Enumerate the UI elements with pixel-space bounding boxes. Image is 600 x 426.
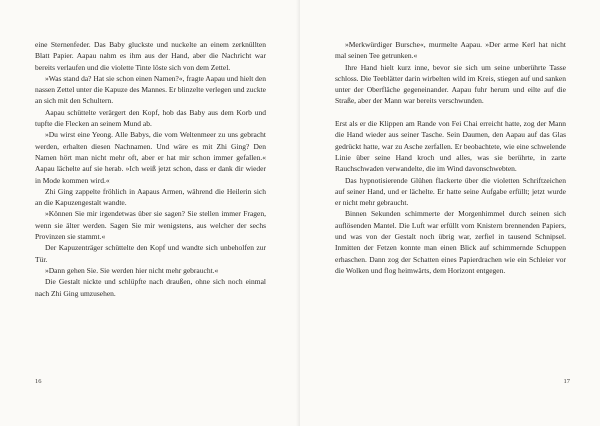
paragraph: Das hypnotisierende Glühen flackerte über die violetten Schriftzeichen auf seiner Hand, und er lächelte. Er hatte seine Aufgabe erfüllt; jetzt wurde er nicht mehr gebraucht.: [335, 175, 566, 208]
page-number: 16: [35, 378, 42, 385]
paragraph: Der Kapuzenträger schüttelte den Kopf und wandte sich unbeholfen zur Tür.: [35, 243, 266, 264]
paragraph: »Dann gehen Sie. Sie werden hier nicht mehr gebraucht.«: [45, 265, 219, 275]
page-number: 17: [563, 378, 570, 385]
left-page-text: [35, 39, 266, 299]
paragraph: Ihre Hand hielt kurz inne, bevor sie sich um seine unberührte Tasse schloss. Die Teeblätter darin wirbelten wild im Kreis, stiegen auf und sanken unter der Oberfläche gegeneinander. Aapau fuhr herum und eilte auf die Straße, aber der Mann war bereits verschwunden.: [335, 62, 566, 106]
paragraph: Zhi Ging zappelte fröhlich in Aapaus Armen, während die Heilerin sich an die Kapuzengestalt wandte.: [35, 186, 266, 208]
right-page-text: [335, 39, 566, 276]
paragraph: Aapau schüttelte verärgert den Kopf, hob das Baby aus dem Korb und tupfte die Flecken an seinem Mund ab.: [35, 107, 266, 129]
paragraph: Die Gestalt nickte und schlüpfte nach draußen, ohne sich noch einmal nach Zhi Ging umzusehen.: [35, 277, 266, 298]
paragraph: »Du wirst eine Yeong. Alle Babys, die vom Weltenmeer zu uns gebracht werden, erhalten diesen Nachnamen. Und wäre es mit Zhi Ging? Den Namen hört man nicht mehr oft, aber er hat mir schon immer gefallen.« Aapau lächelte auf sie herab. »Ich weiß jetzt schon, dass er dank dir wieder in Mode kommen wird.«: [35, 130, 266, 185]
paragraph: »Was stand da? Hat sie schon einen Namen?«, fragte Aapau und hielt den nassen Zettel unter die Kapuze des Mannes. Er blinzelte verlegen und zuckte an sich mit den Schultern.: [35, 73, 266, 106]
right-page: [300, 0, 600, 426]
paragraph: Binnen Sekunden schimmerte der Morgenhimmel durch seinen sich auflösenden Mantel. Die Luft war erfüllt vom Knistern brennenden Papiers, und was von der Gestalt noch übrig war, zerfiel in tausend Schnipsel. Inmitten der Fetzen konnte man einen Blick auf schimmernde Schuppen erhaschen. Dann zog der Schatten eines Papierdrachen wie ein Schleier vor die Wolken und flog heimwärts, dem Horizont entgegen.: [335, 209, 566, 275]
paragraph: Erst als er die Klippen am Rande von Fei Chai erreicht hatte, zog der Mann die Hand wieder aus seiner Tasche. Sein Daumen, den Aapau auf das Glas gedrückt hatte, war zu Asche zerfallen. Er beobachtete, wie eine schwelende Linie über seine Hand kroch und alles, was sie berührte, in zarte Rauchschwaden verwandelte, die im Wind davonschwebten.: [335, 119, 566, 174]
paragraph: »Können Sie mir irgendetwas über sie sagen? Sie stellen immer Fragen, wenn sie älter werden. Sagen Sie mir wenigstens, aus welcher der sechs Provinzen sie stammt.«: [35, 209, 266, 242]
paragraph: »Merkwürdiger Bursche«, murmelte Aapau. »Der arme Kerl hat nicht mal seinen Tee getrunken.«: [335, 40, 566, 61]
paragraph: eine Sternenfeder. Das Baby gluckste und nuckelte an einem zerknüllten Blatt Papier. Aapau nahm es ihm aus der Hand, aber die Nachricht war bereits verlaufen und die violette Tinte löste sich von dem Zettel.: [35, 40, 266, 72]
